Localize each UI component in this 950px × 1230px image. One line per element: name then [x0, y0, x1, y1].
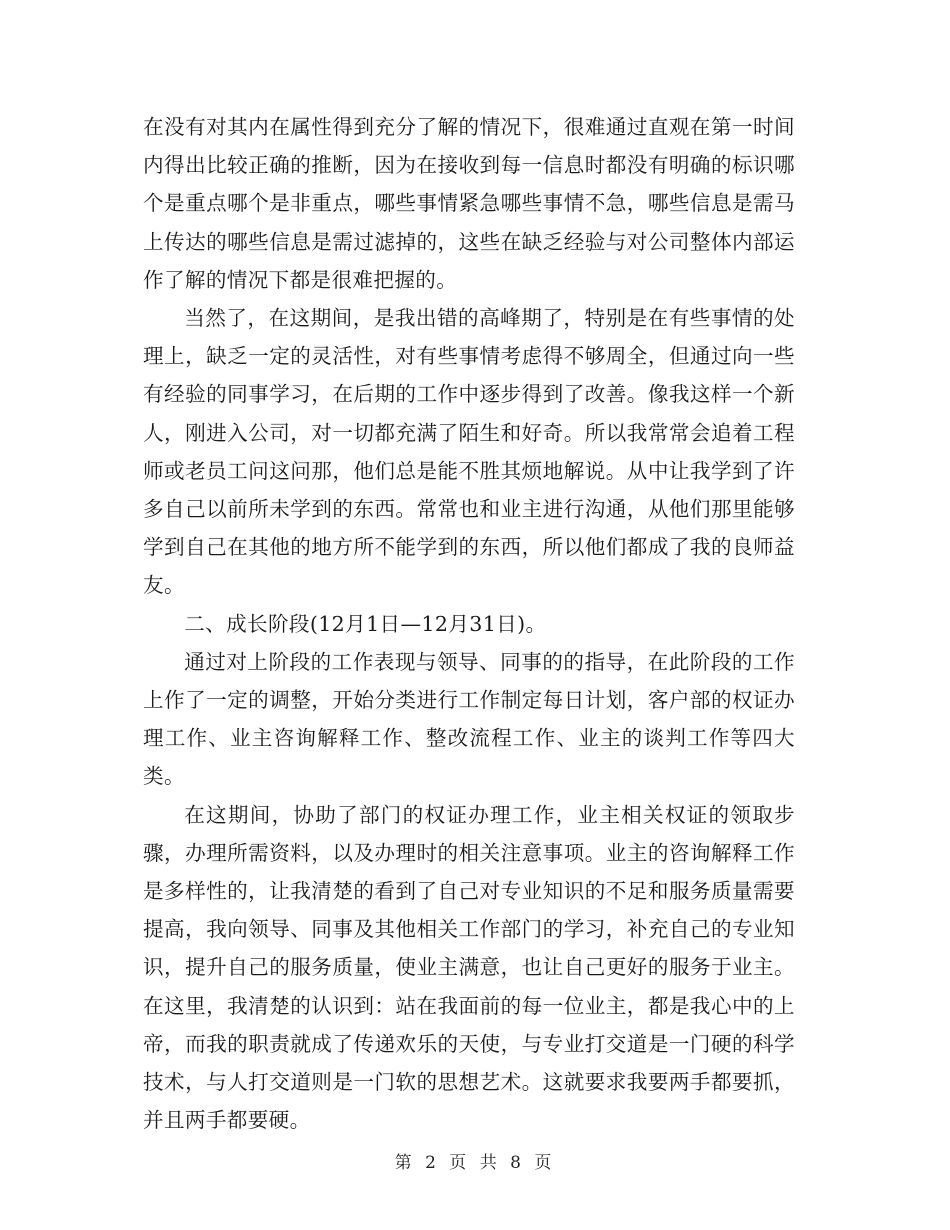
section-heading-growth-stage: 二、成长阶段(12月1日—12月31日)。 — [184, 611, 547, 636]
paragraph-certificate-work: 在这期间，协助了部门的权证办理工作，业主相关权证的领取步骤，办理所需资料，以及办理时的相关注意事项。业主的咨询解释工作是多样性的，让我清楚的看到了自己对专业知识的不足和服务质量需要提高，我向领导、同事及其他相关工作部门的学习，补充自己的专业知识，提升自己的服务质量，使业主满意，也让自己更好的服务于业主。在这里，我清楚的认识到：站在我面前的每一位业主，都是我心中的上帝，而我的职责就成了传递欢乐的天使，与专业打交道是一门硬的科学技术，与人打交道则是一门软的思想艺术。这就要求我要两手都要抓，并且两手都要硬。 — [143, 802, 795, 1133]
paragraph-continuation: 在没有对其内在属性得到充分了解的情况下，很难通过直观在第一时间内得出比较正确的推断，因为在接收到每一信息时都没有明确的标识哪个是重点哪个是非重点，哪些事情紧急哪些事情不急，哪些信息是需马上传达的哪些信息是需过滤掉的，这些在缺乏经验与对公司整体内部运作了解的情况下都是很难把握的。 — [143, 115, 795, 292]
document-body — [143, 108, 795, 1139]
paragraph-work-adjustment: 通过对上阶段的工作表现与领导、同事的的指导，在此阶段的工作上作了一定的调整，开始分类进行工作制定每日计划，客户部的权证办理工作、业主咨询解释工作、整改流程工作、业主的谈判工作等四大类。 — [143, 649, 795, 789]
paragraph-peak-errors: 当然了，在这期间，是我出错的高峰期了，特别是在有些事情的处理上，缺乏一定的灵活性，对有些事情考虑得不够周全，但通过向一些有经验的同事学习，在后期的工作中逐步得到了改善。像我这样一个新人，刚进入公司，对一切都充满了陌生和好奇。所以我常常会追着工程师或老员工问这问那，他们总是能不胜其烦地解说。从中让我学到了许多自己以前所未学到的东西。常常也和业主进行沟通，从他们那里能够学到自己在其他的地方所不能学到的东西，所以他们都成了我的良师益友。 — [143, 306, 795, 598]
page-number-footer: 第 2 页 共 8 页 — [394, 1153, 556, 1173]
